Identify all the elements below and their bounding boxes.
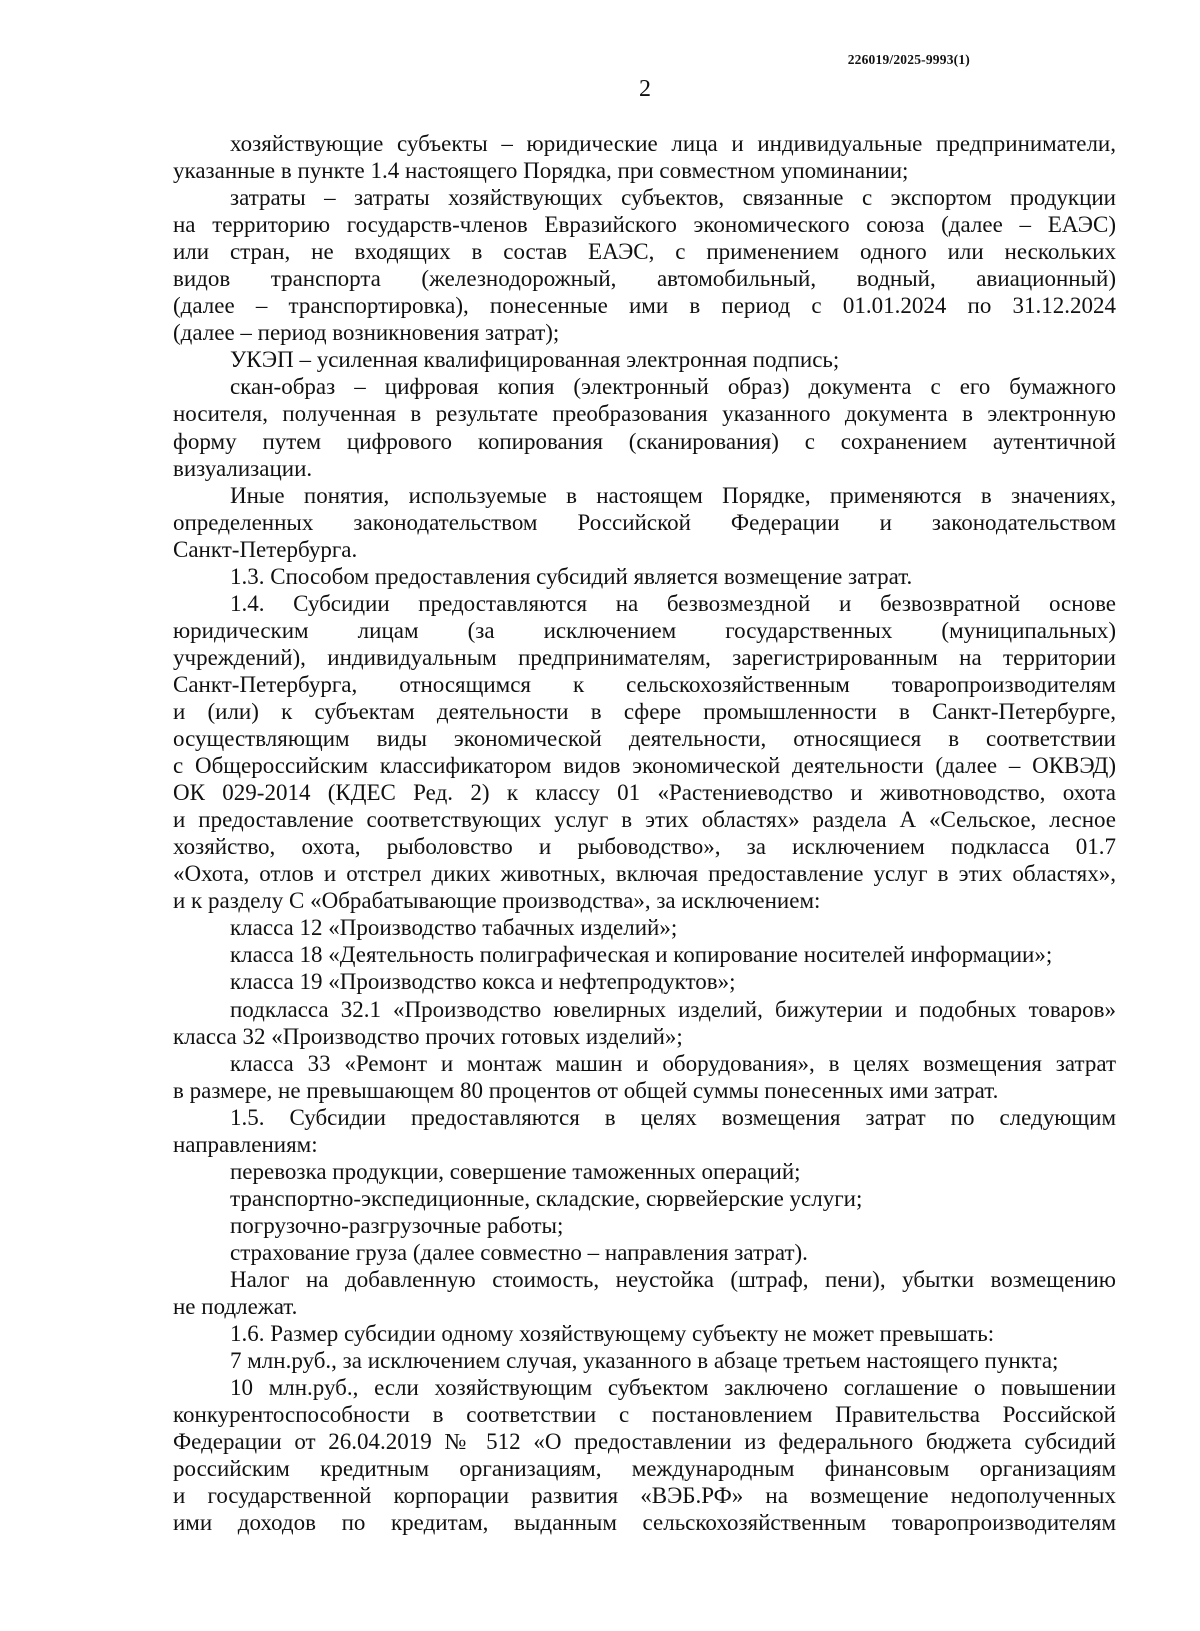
text-line: российским кредитным организациям, международным финансовым организациям — [173, 1456, 1116, 1482]
text-line: и к разделу С «Обрабатывающие производства», за исключением: — [173, 888, 821, 914]
text-line: визуализации. — [173, 455, 313, 481]
text-line: Федерации от 26.04.2019 № 512 «О предоставлении из федерального бюджета субсидий — [173, 1429, 1116, 1455]
text-line: и предоставление соответствующих услуг в этих областях» раздела А «Сельское, лесное — [173, 807, 1116, 833]
text-line: и (или) к субъектам деятельности в сфере промышленности в Санкт-Петербурге, — [173, 698, 1116, 724]
text-line: хозяйство, охота, рыболовство и рыбоводство», за исключением подкласса 01.7 — [173, 834, 1116, 860]
text-line: конкурентоспособности в соответствии с постановлением Правительства Российской — [173, 1402, 1116, 1428]
text-line: видов транспорта (железнодорожный, автомобильный, водный, авиационный) — [173, 266, 1116, 292]
text-line: хозяйствующие субъекты – юридические лица и индивидуальные предприниматели, — [230, 131, 1116, 156]
text-line: учреждений), индивидуальным предпринимателям, зарегистрированным на территории — [173, 644, 1116, 670]
text-line: класса 18 «Деятельность полиграфическая и копирование носителей информации»; — [230, 942, 1053, 968]
text-line: 1.4. Субсидии предоставляются на безвозмездной и безвозвратной основе — [230, 590, 1116, 616]
text-line: ОК 029-2014 (КДЕС Ред. 2) к классу 01 «Растениеводство и животноводство, охота — [173, 780, 1116, 806]
text-line: указанные в пункте 1.4 настоящего Порядка, при совместном упоминании; — [173, 158, 909, 184]
text-line: ими доходов по кредитам, выданным сельскохозяйственным товаропроизводителям — [173, 1510, 1116, 1536]
text-line: (далее – транспортировка), понесенные ими в период с 01.01.2024 по 31.12.2024 — [173, 293, 1116, 319]
text-line: не подлежат. — [173, 1294, 298, 1320]
text-line: транспортно-экспедиционные, складские, сюрвейерские услуги; — [230, 1185, 863, 1211]
text-line: на территорию государств-членов Евразийского экономического союза (далее – ЕАЭС) — [173, 212, 1116, 238]
text-line: 10 млн.руб., если хозяйствующим субъектом заключено соглашение о повышении — [230, 1375, 1116, 1401]
text-line: класса 33 «Ремонт и монтаж машин и оборудования», в целях возмещения затрат — [230, 1050, 1116, 1076]
text-line: направлениям: — [173, 1131, 318, 1157]
text-line: осуществляющим виды экономической деятельности, относящиеся в соответствии — [173, 726, 1116, 752]
page-number: 2 — [639, 76, 651, 102]
text-line: 7 млн.руб., за исключением случая, указанного в абзаце третьем настоящего пункта; — [230, 1348, 1059, 1374]
text-line: Санкт-Петербурга, относящимся к сельскохозяйственным товаропроизводителям — [173, 671, 1116, 697]
text-line: «Охота, отлов и отстрел диких животных, включая предоставление услуг в этих областях», — [173, 861, 1116, 887]
text-line: (далее – период возникновения затрат); — [173, 320, 560, 346]
text-line: или стран, не входящих в состав ЕАЭС, с применением одного или нескольких — [173, 239, 1116, 265]
text-line: класса 19 «Производство кокса и нефтепродуктов»; — [230, 969, 736, 995]
text-line: Санкт-Петербурга. — [173, 536, 358, 562]
text-line: 1.5. Субсидии предоставляются в целях возмещения затрат по следующим — [230, 1104, 1116, 1130]
text-line: перевозка продукции, совершение таможенных операций; — [230, 1158, 801, 1184]
text-line: и государственной корпорации развития «ВЭБ.РФ» на возмещение недополученных — [173, 1483, 1116, 1509]
text-line: погрузочно-разгрузочные работы; — [230, 1212, 564, 1238]
text-line: с Общероссийским классификатором видов экономической деятельности (далее – ОКВЭД) — [173, 753, 1116, 779]
text-line: 1.6. Размер субсидии одному хозяйствующему субъекту не может превышать: — [230, 1321, 995, 1347]
text-line: класса 12 «Производство табачных изделий»; — [230, 915, 678, 941]
text-line: затраты – затраты хозяйствующих субъектов, связанные с экспортом продукции — [230, 185, 1116, 211]
text-line: страхование груза (далее совместно – направления затрат). — [230, 1239, 808, 1265]
text-line: юридическим лицам (за исключением государственных (муниципальных) — [173, 617, 1116, 643]
text-line: Иные понятия, используемые в настоящем Порядке, применяются в значениях, — [230, 482, 1116, 508]
text-line: в размере, не превышающем 80 процентов от общей суммы понесенных ими затрат. — [173, 1077, 999, 1103]
text-line: носителя, полученная в результате преобразования указанного документа в электронную — [173, 401, 1116, 427]
text-line: определенных законодательством Российской Федерации и законодательством — [173, 509, 1116, 535]
document-registration-number: 226019/2025-9993(1) — [847, 52, 970, 67]
text-line: подкласса 32.1 «Производство ювелирных изделий, бижутерии и подобных товаров» — [230, 996, 1116, 1022]
text-line: класса 32 «Производство прочих готовых изделий»; — [173, 1023, 683, 1049]
text-line: УКЭП – усиленная квалифицированная электронная подпись; — [230, 347, 840, 373]
document-body — [173, 130, 1116, 1536]
text-line: 1.3. Способом предоставления субсидий является возмещение затрат. — [230, 563, 913, 589]
text-line: Налог на добавленную стоимость, неустойка (штраф, пени), убытки возмещению — [230, 1266, 1116, 1292]
text-line: форму путем цифрового копирования (сканирования) с сохранением аутентичной — [173, 428, 1116, 454]
text-line: скан-образ – цифровая копия (электронный образ) документа с его бумажного — [230, 374, 1116, 400]
